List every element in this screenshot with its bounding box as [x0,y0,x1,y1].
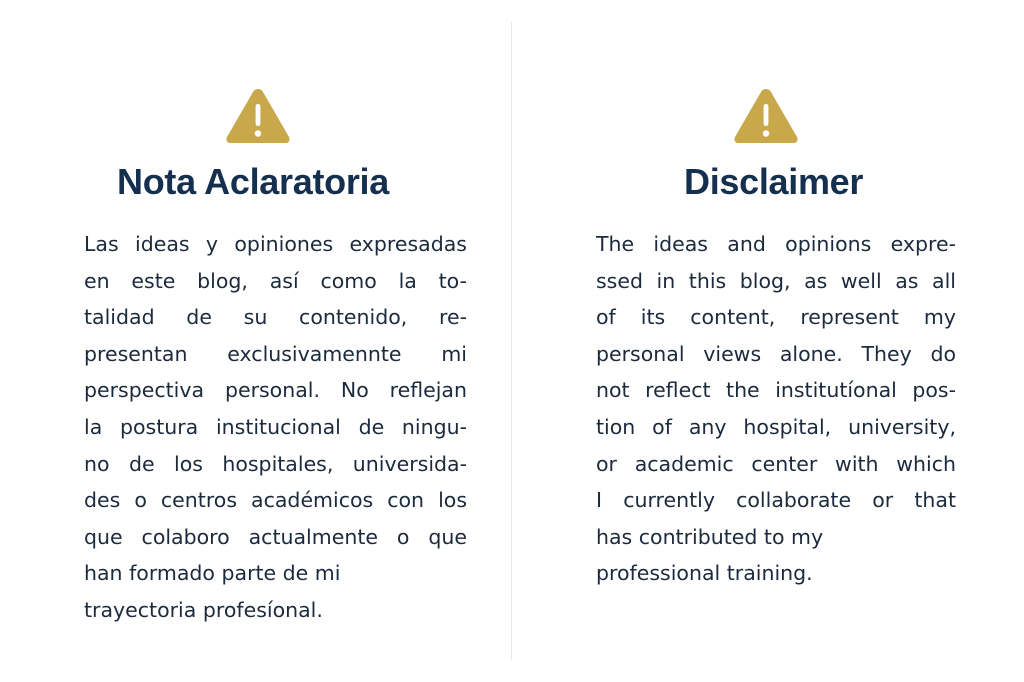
left-text-line: la postura institucional de ningu- [84,414,467,439]
left-text-line: Las ideas y opiniones expresadas [84,232,467,256]
left-text-line: que colaboro actualmente o que [84,524,467,549]
right-text-line: not reflect the institutíonal pos- [596,378,956,403]
warning-triangle-icon [224,86,292,146]
right-body-text [596,226,956,592]
left-text-line: des o centros académicos con los [84,488,467,513]
right-text-line: or academic center with which [596,451,956,476]
right-text-line: of its content, represent my [596,305,956,330]
right-text-line: I currently collaborate or that [596,488,956,513]
right-text-line: ssed in this blog, as well as all [596,268,956,293]
right-text-line: has contributed to my [596,524,824,549]
right-text-line: tion of any hospital, university, [596,414,956,439]
left-text-line: presentan exclusivamennte mi [84,341,467,366]
right-text-line: The ideas and opinions expre- [596,232,956,256]
right-text-line: professional training. [596,561,813,586]
column-divider [511,22,512,660]
right-text-line: personal views alone. They do [596,341,956,366]
left-text-line: han formado parte de mi [84,561,341,586]
left-heading: Nota Aclaratoria [117,161,389,202]
left-text-line: en este blog, así como la to- [84,268,467,293]
warning-triangle-icon [732,86,800,146]
right-heading: Disclaimer [684,161,864,202]
left-text-line: talidad de su contenido, re- [84,305,467,330]
left-body-text [84,226,467,629]
left-text-line: no de los hospitales, universida- [84,451,467,476]
left-text-line: trayectoria profesíonal. [84,597,323,622]
left-text-line: perspectiva personal. No reflejan [84,378,467,403]
